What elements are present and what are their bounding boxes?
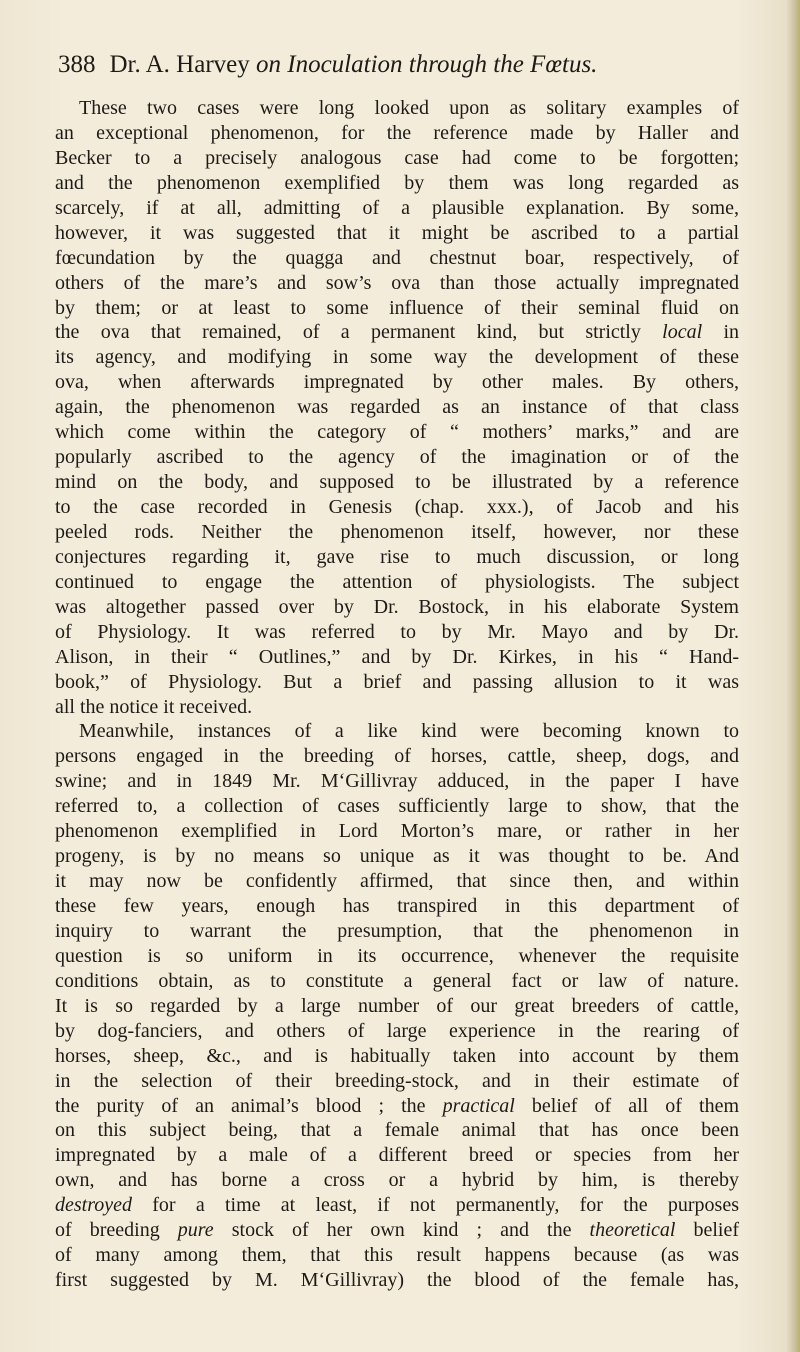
text-segment: stock of her own kind ; and the [213,1219,590,1242]
text-line [55,670,739,695]
italic-text: practical [442,1094,515,1117]
text-line [55,1193,739,1218]
text-line [55,744,739,769]
text-segment: belief [675,1219,739,1242]
text-segment: Becker to a precisely analogous case had come to be forgotten; [55,146,739,169]
header-author: Dr. A. Harvey [109,51,250,78]
text-line [55,919,739,944]
text-line [55,1094,739,1119]
text-segment: for a time at least, if not permanently, for the purposes [132,1194,739,1217]
text-line [55,296,739,321]
text-line [55,1019,739,1044]
text-segment: Alison, in their “ Outlines,” and by Dr. Kirkes, in his “ Hand- [55,645,739,668]
text-line [55,520,739,545]
running-header [58,50,738,80]
text-segment: book,” of Physiology. But a brief and passing allusion to it was [55,670,739,693]
text-segment: the ova that remained, of a permanent kind, but strictly [55,321,663,344]
text-segment: fœcundation by the quagga and chestnut boar, respectively, of [55,246,739,269]
text-segment: again, the phenomenon was regarded as an instance of that class [55,396,739,419]
text-line [55,395,739,420]
text-segment: was altogether passed over by Dr. Bostock, in his elaborate System [55,595,739,618]
text-line [55,1243,739,1268]
text-line [55,146,739,171]
text-segment: scarcely, if at all, admitting of a plausible explanation. By some, [55,196,739,219]
header-title: Inoculation through the Fœtus. [287,51,598,78]
text-line [55,420,739,445]
text-segment: question is so uniform in its occurrence, whenever the requisite [55,944,739,967]
text-line [55,370,739,395]
text-segment: and the phenomenon exemplified by them was long regarded as [55,171,739,194]
text-line [55,969,739,994]
text-line [55,545,739,570]
text-segment: persons engaged in the breeding of horses, cattle, sheep, dogs, and [55,745,739,768]
text-segment: to the case recorded in Genesis (chap. xxx.), of Jacob and his [55,496,739,518]
text-segment: its agency, and modifying in some way the development of these [55,346,739,369]
text-line [55,96,739,121]
text-line [55,320,739,345]
text-segment: in [702,321,739,344]
text-line [55,1168,739,1193]
text-segment: all the notice it received. [55,695,253,718]
text-segment: it may now be confidently affirmed, that since then, and within [55,870,739,893]
text-segment: popularly ascribed to the agency of the imagination or of the [55,446,739,469]
text-segment: on this subject being, that a female animal that has once been [55,1119,739,1142]
text-segment: conditions obtain, as to constitute a general fact or law of nature. [55,969,739,992]
text-segment: by them; or at least to some influence of their seminal fluid on [55,296,739,319]
text-line [55,719,739,744]
text-segment: inquiry to warrant the presumption, that the phenomenon in [55,919,739,942]
text-line [55,271,739,296]
text-line [55,645,739,670]
page-number: 388 [58,51,96,78]
text-segment: however, it was suggested that it might be ascribed to a partial [55,221,739,244]
text-segment: an exceptional phenomenon, for the reference made by Haller and [55,121,739,144]
text-line [55,221,739,246]
text-line [55,844,739,869]
text-segment: first suggested by M. M‘Gillivray) the blood of the female has, [55,1269,739,1292]
text-line [55,869,739,894]
text-segment: others of the mare’s and sow’s ova than those actually impregnated [55,271,739,294]
text-line [55,570,739,595]
text-segment: horses, sheep, &c., and is habitually taken into account by them [55,1044,739,1067]
text-line [55,1268,739,1293]
body-text [55,96,739,1293]
text-segment: these few years, enough has transpired in this department of [55,895,739,917]
text-line [55,345,739,370]
text-line [55,894,739,919]
text-line [55,121,739,146]
text-line [55,1218,739,1243]
text-line [55,595,739,620]
text-segment: of breeding [55,1219,178,1242]
italic-text: local [662,321,703,344]
text-line [55,819,739,844]
text-line [55,620,739,645]
text-segment: swine; and in 1849 Mr. M‘Gillivray adduced, in the paper I have [55,770,739,793]
text-segment: peeled rods. Neither the phenomenon itself, however, nor these [55,520,739,543]
text-segment: Meanwhile, instances of a like kind were becoming known to [79,720,739,743]
text-line [55,445,739,470]
text-line [55,794,739,819]
italic-text: pure [177,1219,214,1242]
text-line [55,196,739,221]
italic-text: destroyed [55,1194,133,1217]
text-segment: own, and has borne a cross or a hybrid by him, is thereby [55,1169,739,1192]
italic-text: theoretical [589,1219,676,1242]
text-segment: the purity of an animal’s blood ; the [55,1094,443,1117]
text-segment: impregnated by a male of a different breed or species from her [55,1144,739,1167]
text-segment: which come within the category of “ mothers’ marks,” and are [55,421,739,444]
text-segment: of Physiology. It was referred to by Mr. Mayo and by Dr. [55,620,739,643]
text-segment: of many among them, that this result happens because (as was [55,1244,739,1267]
text-segment: referred to, a collection of cases sufficiently large to show, that the [55,795,739,818]
text-segment: phenomenon exemplified in Lord Morton’s mare, or rather in her [55,820,739,843]
text-segment: ova, when afterwards impregnated by other males. By others, [55,371,739,394]
text-segment: These two cases were long looked upon as solitary examples of [79,97,739,119]
text-segment: mind on the body, and supposed to be illustrated by a reference [55,471,739,494]
page-edge-shadow [786,0,800,1352]
text-line [55,944,739,969]
text-line [55,1044,739,1069]
text-segment: It is so regarded by a large number of our great breeders of cattle, [55,994,739,1017]
text-line [55,769,739,794]
text-segment: progeny, is by no means so unique as it was thought to be. And [55,845,739,868]
text-segment: belief of all of them [514,1094,739,1117]
text-line [55,246,739,271]
header-title-prefix: on [256,51,281,78]
text-segment: in the selection of their breeding-stock, and in their estimate of [55,1069,739,1092]
text-line [55,470,739,495]
text-segment: continued to engage the attention of physiologists. The subject [55,570,739,593]
text-line [55,1143,739,1168]
text-line [55,495,739,520]
text-line [55,1069,739,1094]
text-segment: conjectures regarding it, gave rise to much discussion, or long [55,545,739,568]
text-line [55,994,739,1019]
text-line [55,695,739,720]
text-segment: by dog-fanciers, and others of large experience in the rearing of [55,1019,739,1042]
text-line [55,171,739,196]
text-line [55,1118,739,1143]
